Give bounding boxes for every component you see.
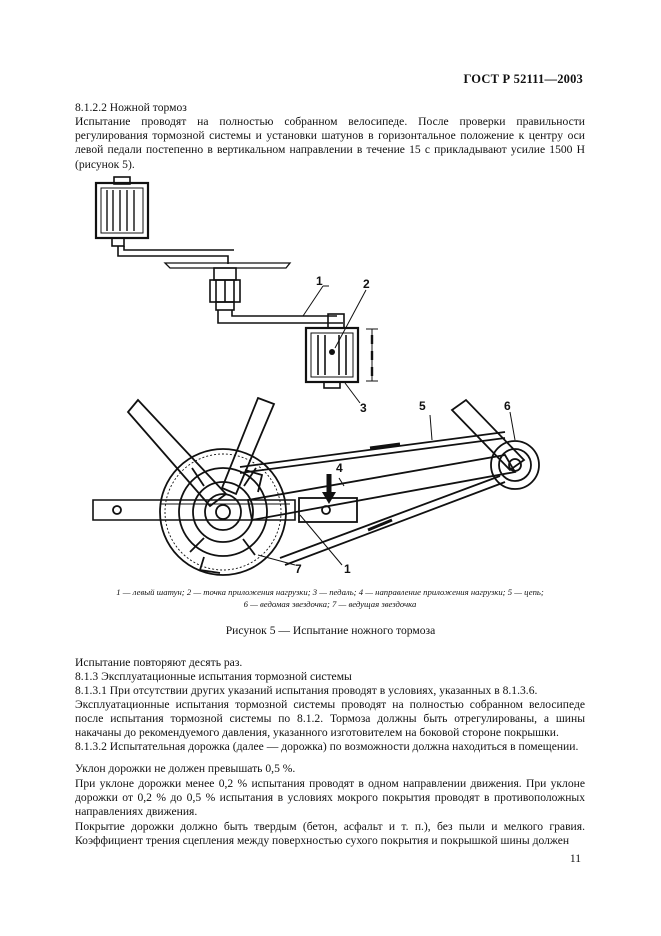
figure-caption: Рисунок 5 — Испытание ножного тормоза <box>225 624 436 637</box>
label-2: 2 <box>363 277 370 291</box>
paragraph-repeat: Испытание повторяют десять раз. <box>75 656 243 669</box>
label-1-bottom: 1 <box>344 562 351 576</box>
paragraph-slope-limit: Уклон дорожки не должен превышать 0,5 %. <box>75 762 296 775</box>
label-5: 5 <box>419 399 426 413</box>
legend-line-1: 1 — левый шатун; 2 — точка приложения нагрузки; 3 — педаль; 4 — направление приложения нагрузки; 5 — цепь; <box>116 587 544 597</box>
section-text-8122: Испытание проводят на полностью собранном велосипеде. После проверки правильности регулирования тормозной системы и установки шатунов в горизонтальное положение к центру оси левой педали постепенно в вертикальном направлении в течение 15 с прикладывают усилие 1500 Н (рисунок 5). <box>75 115 585 171</box>
paragraph-operational-tests: Эксплуатационные испытания тормозной системы проводят на полностью собранном велосипеде после испытания тормозной системы по 8.1.2. Тормоза должны быть отрегулированы, а шины накачаны до рекомендуемого давления, указанного изготовителем на боковой стороне покрышки. <box>75 698 585 740</box>
label-3: 3 <box>360 401 367 415</box>
figure-legend <box>80 587 580 610</box>
label-6: 6 <box>504 399 511 413</box>
upper-pedal <box>96 183 148 238</box>
paragraph-8131: 8.1.3.1 При отсутствии других указаний испытания проводят в условиях, указанных в 8.1.3.6. <box>75 684 538 697</box>
paragraph-surface: Покрытие дорожки должно быть твердым (бетон, асфальт и т. п.), без пыли и мелкого гравия. Коэффициент трения сцепления между поверхностью сухого покрытия и покрышкой шины должен <box>75 820 585 848</box>
document-header: ГОСТ Р 52111—2003 <box>463 72 583 86</box>
paragraph-slope-directions: При уклоне дорожки менее 0,2 % испытания проводят в одном направлении движения. При уклоне дорожки от 0,2 % до 0,5 % испытания в условиях мокрого покрытия проводят в противоположных направлениях движения. <box>75 777 585 819</box>
legend-line-2: 6 — ведомая звездочка; 7 — ведущая звездочка <box>243 598 417 609</box>
upper-crank-arm <box>128 400 226 506</box>
label-7: 7 <box>295 562 302 576</box>
section-heading-8122: 8.1.2.2 Ножной тормоз <box>75 101 187 114</box>
load-point-marker <box>329 349 335 355</box>
label-1-top: 1 <box>316 274 323 288</box>
section-heading-813: 8.1.3 Эксплуатационные испытания тормозной системы <box>75 670 352 683</box>
label-4: 4 <box>336 461 343 475</box>
paragraph-8132: 8.1.3.2 Испытательная дорожка (далее — дорожка) по возможности должна находиться в помещении. <box>75 740 579 753</box>
page-number: 11 <box>569 852 581 865</box>
